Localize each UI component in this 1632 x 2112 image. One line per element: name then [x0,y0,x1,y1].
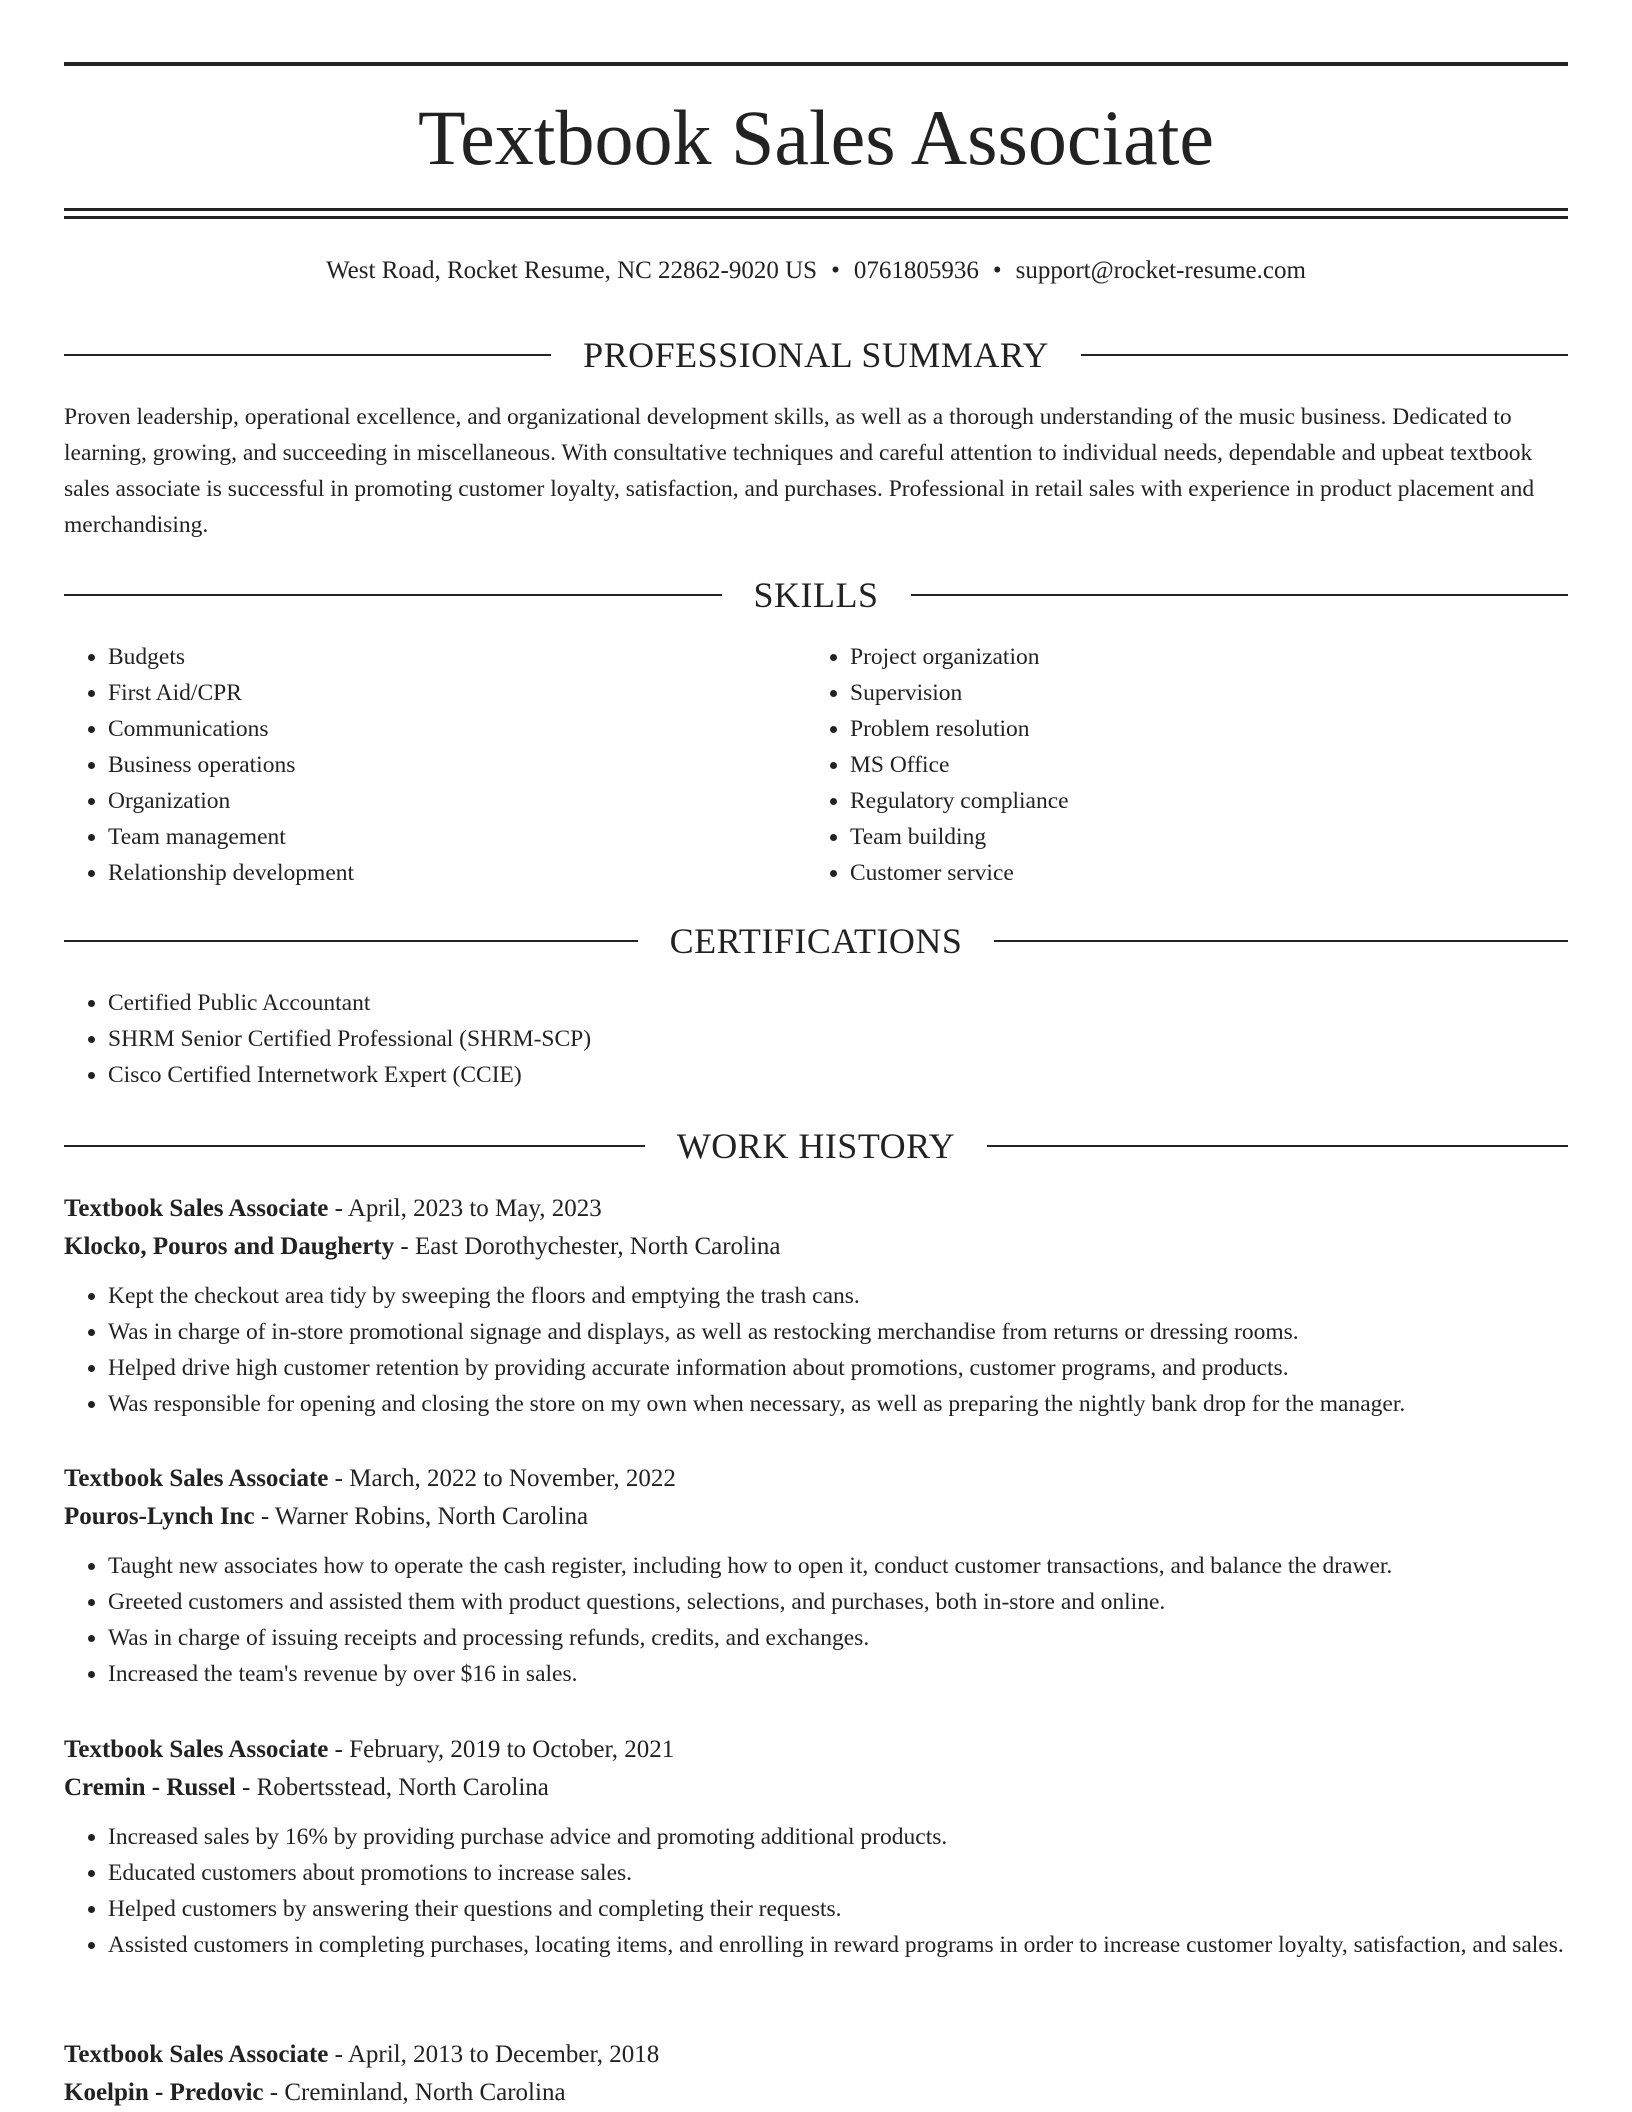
certifications-heading-label: CERTIFICATIONS [669,921,963,961]
work-history-heading-label: WORK HISTORY [676,1126,956,1166]
job-bullet: • Increased sales by 16% by providing purchase advice and promoting additional products. [108,1819,1568,1855]
certification-item: • SHRM Senior Certified Professional (SHRM-SCP) [108,1021,1612,1057]
skill-item: • Business operations [108,747,808,783]
job-company-line [64,1498,1568,1536]
job-company: Pouros-Lynch Inc [64,1503,255,1530]
job-bullets [64,1278,1568,1422]
heading-rule-right [1081,354,1568,356]
heading-rule-left [64,354,551,356]
skill-item: • Communications [108,711,808,747]
job-bullet: • Helped customers by answering their questions and completing their requests. [108,1891,1568,1927]
skills-heading [64,573,1568,617]
skill-item: • MS Office [850,747,1550,783]
certifications-list [64,985,1612,1093]
title-rule-upper [64,208,1568,211]
job-bullets [64,1819,1568,1963]
summary-heading-label: PROFESSIONAL SUMMARY [583,335,1049,375]
job-bullet: • Assisted customers in completing purchases, locating items, and enrolling in reward programs in order to increase customer loyalty, satisfaction, and sales. [108,1927,1568,1963]
resume-title: Textbook Sales Associate [417,94,1215,181]
job-company-line [64,1769,1568,1807]
skill-item: • Problem resolution [850,711,1550,747]
contact-line [64,254,1568,288]
job-location: - Robertsstead, North Carolina [235,1774,549,1801]
job-location: - Warner Robins, North Carolina [254,1503,589,1530]
job-entry [64,1460,1568,1692]
job-dates: - March, 2022 to November, 2022 [328,1465,676,1492]
certification-item: • Cisco Certified Internetwork Expert (CCIE) [108,1057,1612,1093]
contact-phone: 0761805936 [853,257,979,284]
job-bullet: • Kept the checkout area tidy by sweeping the floors and emptying the trash cans. [108,1278,1568,1314]
skills-list-left [64,639,808,891]
job-dates: - April, 2023 to May, 2023 [328,1195,602,1222]
skill-item: • Organization [108,783,808,819]
heading-rule-right [987,1145,1568,1147]
job-title-line [64,1460,1568,1498]
certifications-heading [64,919,1568,963]
skill-item: • Customer service [850,855,1550,891]
job-title: Textbook Sales Associate [64,2041,329,2068]
skill-item: • First Aid/CPR [108,675,808,711]
job-dates: - April, 2013 to December, 2018 [328,2041,660,2068]
title-rule-lower [64,216,1568,219]
contact-separator: • [992,257,1002,284]
job-company: Koelpin - Predovic [64,2079,264,2106]
job-bullet: • Greeted customers and assisted them with product questions, selections, and purchases, both in-store and online. [108,1584,1568,1620]
job-title-line [64,1731,1568,1769]
job-location: - Creminland, North Carolina [263,2079,566,2106]
job-title: Textbook Sales Associate [64,1736,329,1763]
job-company-line [64,1228,1568,1266]
contact-separator: • [831,257,840,284]
skill-item: • Regulatory compliance [850,783,1550,819]
heading-rule-right [994,940,1568,942]
job-company: Klocko, Pouros and Daugherty [64,1233,395,1260]
summary-heading [64,333,1568,377]
job-bullet: • Was responsible for opening and closing the store on my own when necessary, as well as preparing the nightly bank drop for the manager. [108,1386,1568,1422]
skill-item: • Project organization [850,639,1550,675]
job-company-line [64,2074,1568,2112]
job-bullet: • Increased the team's revenue by over $16 in sales. [108,1656,1568,1692]
job-bullet: • Educated customers about promotions to increase sales. [108,1855,1568,1891]
heading-rule-left [64,1145,645,1147]
skill-item: • Relationship development [108,855,808,891]
job-location: - East Dorothychester, North Carolina [394,1233,781,1260]
contact-address: West Road, Rocket Resume, NC 22862-9020 US [326,257,818,284]
top-rule [64,62,1568,66]
skill-item: • Team building [850,819,1550,855]
job-title-line [64,2036,1568,2074]
heading-rule-left [64,594,722,596]
job-dates: - February, 2019 to October, 2021 [328,1736,675,1763]
job-bullet: • Was in charge of in-store promotional signage and displays, as well as restocking merchandise from returns or dressing rooms. [108,1314,1568,1350]
job-title: Textbook Sales Associate [64,1465,329,1492]
contact-email: support@rocket-resume.com [1015,257,1306,284]
job-entry [64,1190,1568,1422]
skills-list-right [806,639,1550,891]
heading-rule-right [911,594,1569,596]
heading-rule-left [64,940,638,942]
job-bullet: • Taught new associates how to operate the cash register, including how to open it, conduct customer transactions, and balance the drawer. [108,1548,1568,1584]
job-title: Textbook Sales Associate [64,1195,329,1222]
skill-item: • Team management [108,819,808,855]
job-bullets [64,1548,1568,1692]
work-history-heading [64,1124,1568,1168]
job-bullet: • Helped drive high customer retention by providing accurate information about promotions, customer programs, and products. [108,1350,1568,1386]
summary-text: Proven leadership, operational excellence, and organizational development skills, as well as a thorough understanding of the music business. Dedicated to learning, growing, and succeeding in miscellaneous. With consultative techniques and careful attention to individual needs, dependable and upbeat textbook sales associate is successful in promoting customer loyalty, satisfaction, and purchases. Professional in retail sales with experience in product placement and merchandising. [64,404,1535,538]
skill-item: • Budgets [108,639,808,675]
job-entry [64,1731,1568,1963]
skills-heading-label: SKILLS [753,575,879,615]
job-title-line [64,1190,1568,1228]
certification-item: • Certified Public Accountant [108,985,1612,1021]
job-bullet: • Was in charge of issuing receipts and processing refunds, credits, and exchanges. [108,1620,1568,1656]
job-company: Cremin - Russel [64,1774,236,1801]
skill-item: • Supervision [850,675,1550,711]
job-entry [64,2036,1568,2112]
